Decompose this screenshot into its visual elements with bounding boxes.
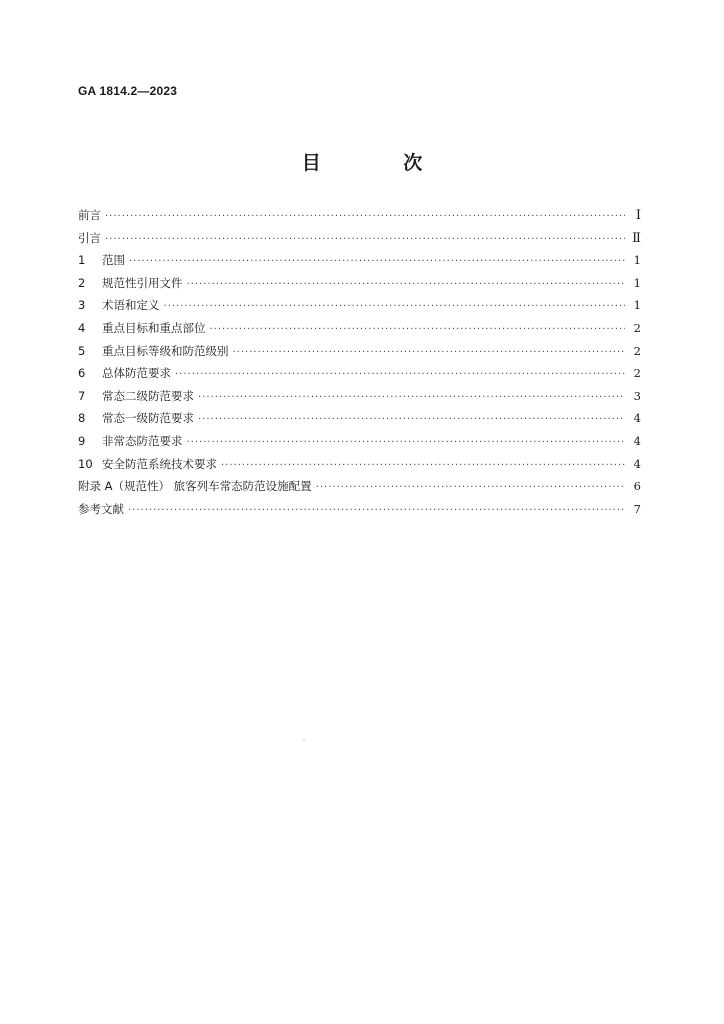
toc-entry-label: 常态二级防范要求 bbox=[102, 388, 194, 403]
toc-entry-scope[interactable] bbox=[78, 249, 641, 272]
toc-leader-dots bbox=[129, 251, 625, 274]
toc-entry-page: 7 bbox=[633, 501, 641, 516]
table-of-contents bbox=[78, 204, 641, 520]
toc-entry-key-targets[interactable] bbox=[78, 317, 641, 340]
toc-entry-page: 6 bbox=[633, 479, 641, 494]
toc-leader-dots bbox=[164, 296, 626, 319]
toc-entry-page: 1 bbox=[633, 275, 641, 290]
toc-entry-target-levels[interactable] bbox=[78, 340, 641, 363]
toc-entry-page: Ⅱ bbox=[632, 230, 641, 246]
toc-entry-number: 9 bbox=[78, 433, 86, 448]
toc-entry-page: 2 bbox=[633, 366, 641, 381]
toc-entry-foreword[interactable] bbox=[78, 204, 641, 227]
toc-entry-label: 范围 bbox=[102, 253, 125, 268]
toc-entry-introduction[interactable] bbox=[78, 227, 641, 250]
toc-entry-page: 4 bbox=[633, 456, 641, 471]
toc-entry-number: 1 bbox=[78, 253, 86, 268]
scan-speck bbox=[303, 739, 305, 741]
toc-leader-dots bbox=[187, 274, 626, 297]
toc-entry-label: 安全防范系统技术要求 bbox=[102, 456, 217, 471]
toc-entry-label: 非常态防范要求 bbox=[102, 433, 183, 448]
toc-entry-page: 1 bbox=[633, 253, 641, 268]
toc-entry-general-requirements[interactable] bbox=[78, 362, 641, 385]
toc-leader-dots bbox=[187, 432, 626, 455]
toc-entry-number: 6 bbox=[78, 366, 86, 381]
toc-entry-page: 2 bbox=[633, 320, 641, 335]
toc-entry-page: Ⅰ bbox=[635, 208, 641, 223]
document-code: GA 1814.2—2023 bbox=[78, 84, 178, 98]
toc-leader-dots bbox=[105, 206, 625, 229]
toc-leader-dots bbox=[198, 387, 625, 410]
toc-entry-label: 参考文献 bbox=[78, 501, 124, 516]
toc-entry-label: 规范性引用文件 bbox=[102, 275, 183, 290]
toc-entry-annex-a[interactable] bbox=[78, 475, 641, 498]
toc-leader-dots bbox=[105, 229, 625, 252]
toc-entry-label: 常态一级防范要求 bbox=[102, 411, 194, 426]
toc-entry-number: 8 bbox=[78, 411, 86, 426]
toc-entry-label: 重点目标等级和防范级别 bbox=[102, 343, 229, 358]
toc-entry-label: 前言 bbox=[78, 208, 101, 222]
toc-leader-dots bbox=[210, 319, 626, 342]
toc-entry-number: 7 bbox=[78, 388, 86, 403]
toc-entry-bibliography[interactable] bbox=[78, 498, 641, 521]
toc-entry-terms-definitions[interactable] bbox=[78, 294, 641, 317]
toc-entry-label: 引言 bbox=[78, 230, 101, 245]
toc-entry-number: 4 bbox=[78, 320, 86, 335]
toc-entry-number: 5 bbox=[78, 343, 86, 358]
toc-entry-number: 3 bbox=[78, 298, 86, 313]
toc-entry-page: 2 bbox=[633, 343, 641, 358]
toc-leader-dots bbox=[221, 455, 625, 478]
toc-leader-dots bbox=[316, 477, 625, 500]
toc-entry-security-system[interactable] bbox=[78, 453, 641, 476]
toc-entry-label: 附录 A（规范性） 旅客列车常态防范设施配置 bbox=[78, 479, 312, 494]
toc-entry-label: 术语和定义 bbox=[102, 298, 160, 313]
toc-leader-dots bbox=[198, 409, 625, 432]
toc-title: 目 次 bbox=[301, 152, 461, 174]
toc-entry-label: 重点目标和重点部位 bbox=[102, 320, 206, 335]
toc-entry-page: 4 bbox=[633, 433, 641, 448]
toc-leader-dots bbox=[233, 342, 626, 365]
toc-entry-level-one[interactable] bbox=[78, 407, 641, 430]
toc-entry-abnormal[interactable] bbox=[78, 430, 641, 453]
toc-leader-dots bbox=[175, 364, 625, 387]
toc-entry-page: 4 bbox=[633, 411, 641, 426]
toc-entry-normative-references[interactable] bbox=[78, 272, 641, 295]
toc-entry-number: 2 bbox=[78, 275, 86, 290]
toc-entry-page: 3 bbox=[633, 388, 641, 403]
toc-entry-number: 10 bbox=[78, 456, 93, 471]
toc-entry-page: 1 bbox=[633, 298, 641, 313]
toc-entry-level-two[interactable] bbox=[78, 385, 641, 408]
toc-leader-dots bbox=[128, 500, 625, 523]
toc-entry-label: 总体防范要求 bbox=[102, 366, 171, 381]
